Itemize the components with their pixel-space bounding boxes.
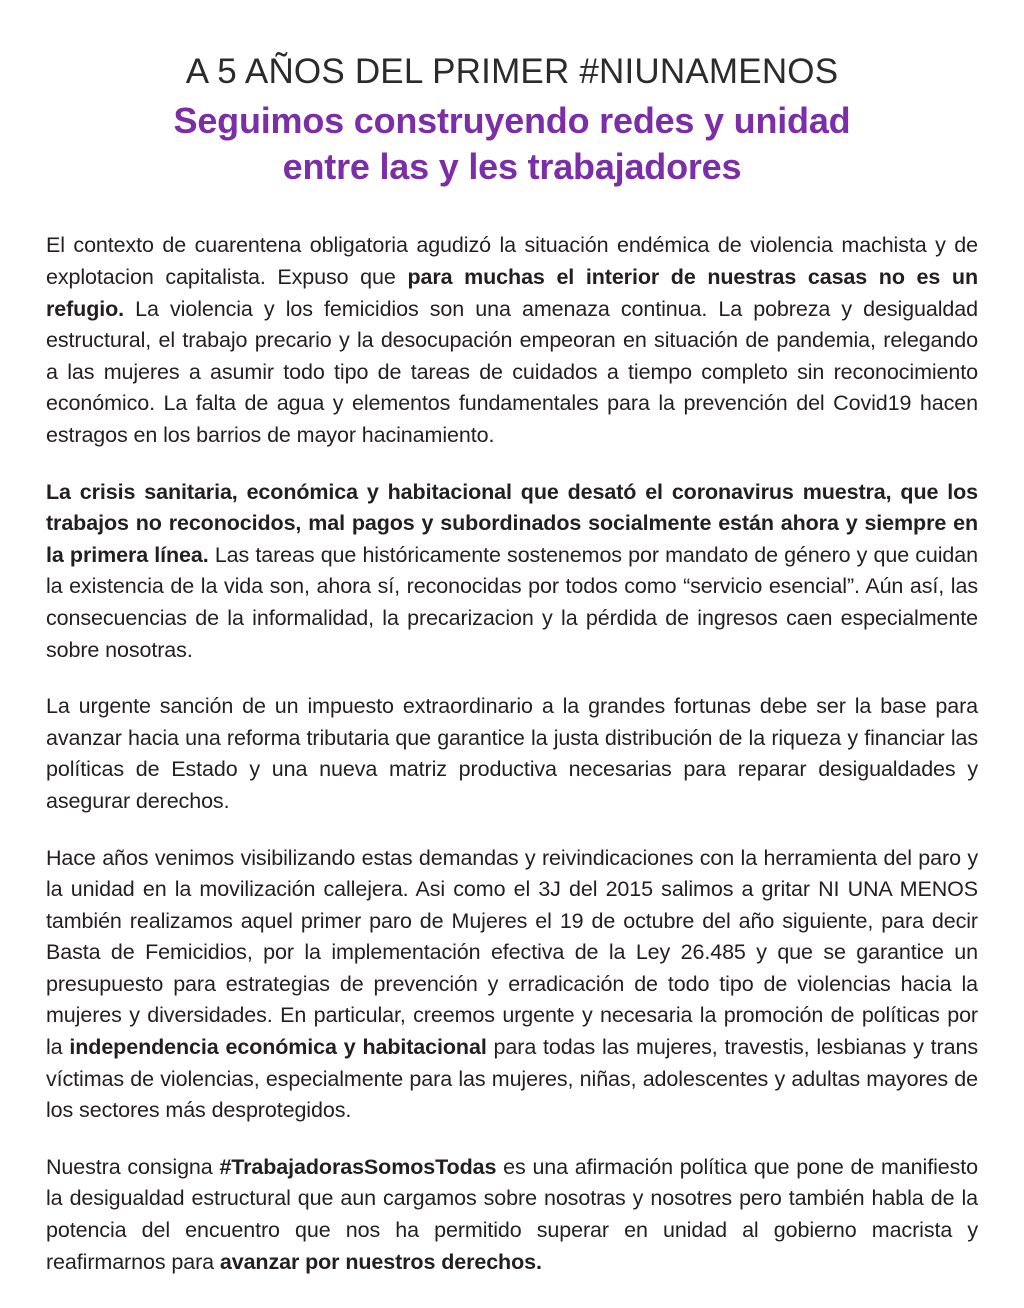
body-paragraph [46,691,978,817]
body-paragraph [46,230,978,451]
page-title [46,98,978,190]
body-text: Las tareas que históricamente sostenemos por mandato de género y que cuidan la existencia de la vida son, ahora sí, reconocidas por todos como “servicio esencial”. Aún así, las consecuencias de la informalidad, la precarizacion y la pérdida de ingresos caen especialmente sobre nosotras. [46,542,978,662]
document-header [46,52,978,190]
body-text: La violencia y los femicidios son una amenaza continua. La pobreza y desigualdad estructural, el trabajo precario y la desocupación empeoran en situación de pandemia, relegando a las mujeres a asumir todo tipo de tareas de cuidados a tiempo completo sin reconocimiento económico. La falta de agua y elementos fundamentales para la prevención del Covid19 hacen estragos en los barrios de mayor hacinamiento. [46,296,978,447]
body-text: es una afirmación política que pone de manifiesto la desigualdad estructural que aun cargamos sobre nosotras y nosotres pero también habla de la potencia del encuentro que nos ha permitido superar en unidad al gobierno macrista y reafirmarnos para [46,1154,978,1274]
page-kicker: A 5 AÑOS DEL PRIMER #NIUNAMENOS [185,52,839,91]
emphasis-text: avanzar por nuestros derechos. [219,1249,542,1274]
body-paragraph [46,1152,978,1278]
body-text: El contexto de cuarentena obligatoria agudizó la situación endémica de violencia machista y de explotacion capitalista. Expuso que [46,233,978,289]
emphasis-text: independencia económica y habitacional [69,1035,487,1060]
body-paragraph [46,843,978,1127]
page-title-line-1: Seguimos construyendo redes y unidad [173,100,851,142]
body-text: La urgente sanción de un impuesto extraordinario a la grandes fortunas debe ser la base para avanzar hacia una reforma tributaria que garantice la justa distribución de la riqueza y financiar las políticas de Estado y una nueva matriz productiva necesarias para reparar desigualdades y asegurar derechos. [46,694,978,813]
body-text: Hace años venimos visibilizando estas demandas y reivindicaciones con la herramienta del paro y la unidad en la movilización callejera. Asi como el 3J del 2015 salimos a gritar NI UNA MENOS también realizamos aquel primer paro de Mujeres el 19 de octubre del año siguiente, para decir Basta de Femicidios, por la implementación efectiva de la Ley 26.485 y que se garantice un presupuesto para estrategias de prevención y erradicación de todo tipo de violencias hacia la mujeres y diversidades. En particular, creemos urgente y necesaria la promoción de políticas por la [46,845,978,1060]
emphasis-text: para muchas el interior de nuestras casas no es un refugio. [46,265,979,321]
document-body [46,230,978,1278]
emphasis-text: La crisis sanitaria, económica y habitacional que desató el coronavirus muestra, que los trabajos no reconocidos, mal pagos y subordinados socialmente están ahora y siempre en la primera línea. [46,479,978,567]
page-title-line-2: entre las y les trabajadores [282,146,742,188]
emphasis-text: #TrabajadorasSomosTodas [219,1154,497,1179]
body-paragraph [46,477,978,667]
body-text: Nuestra consigna [46,1154,220,1179]
body-text: para todas las mujeres, travestis, lesbianas y trans víctimas de violencias, especialmente para las mujeres, niñas, adolescentes y adultas mayores de los sectores más desprotegidos. [46,1035,978,1123]
